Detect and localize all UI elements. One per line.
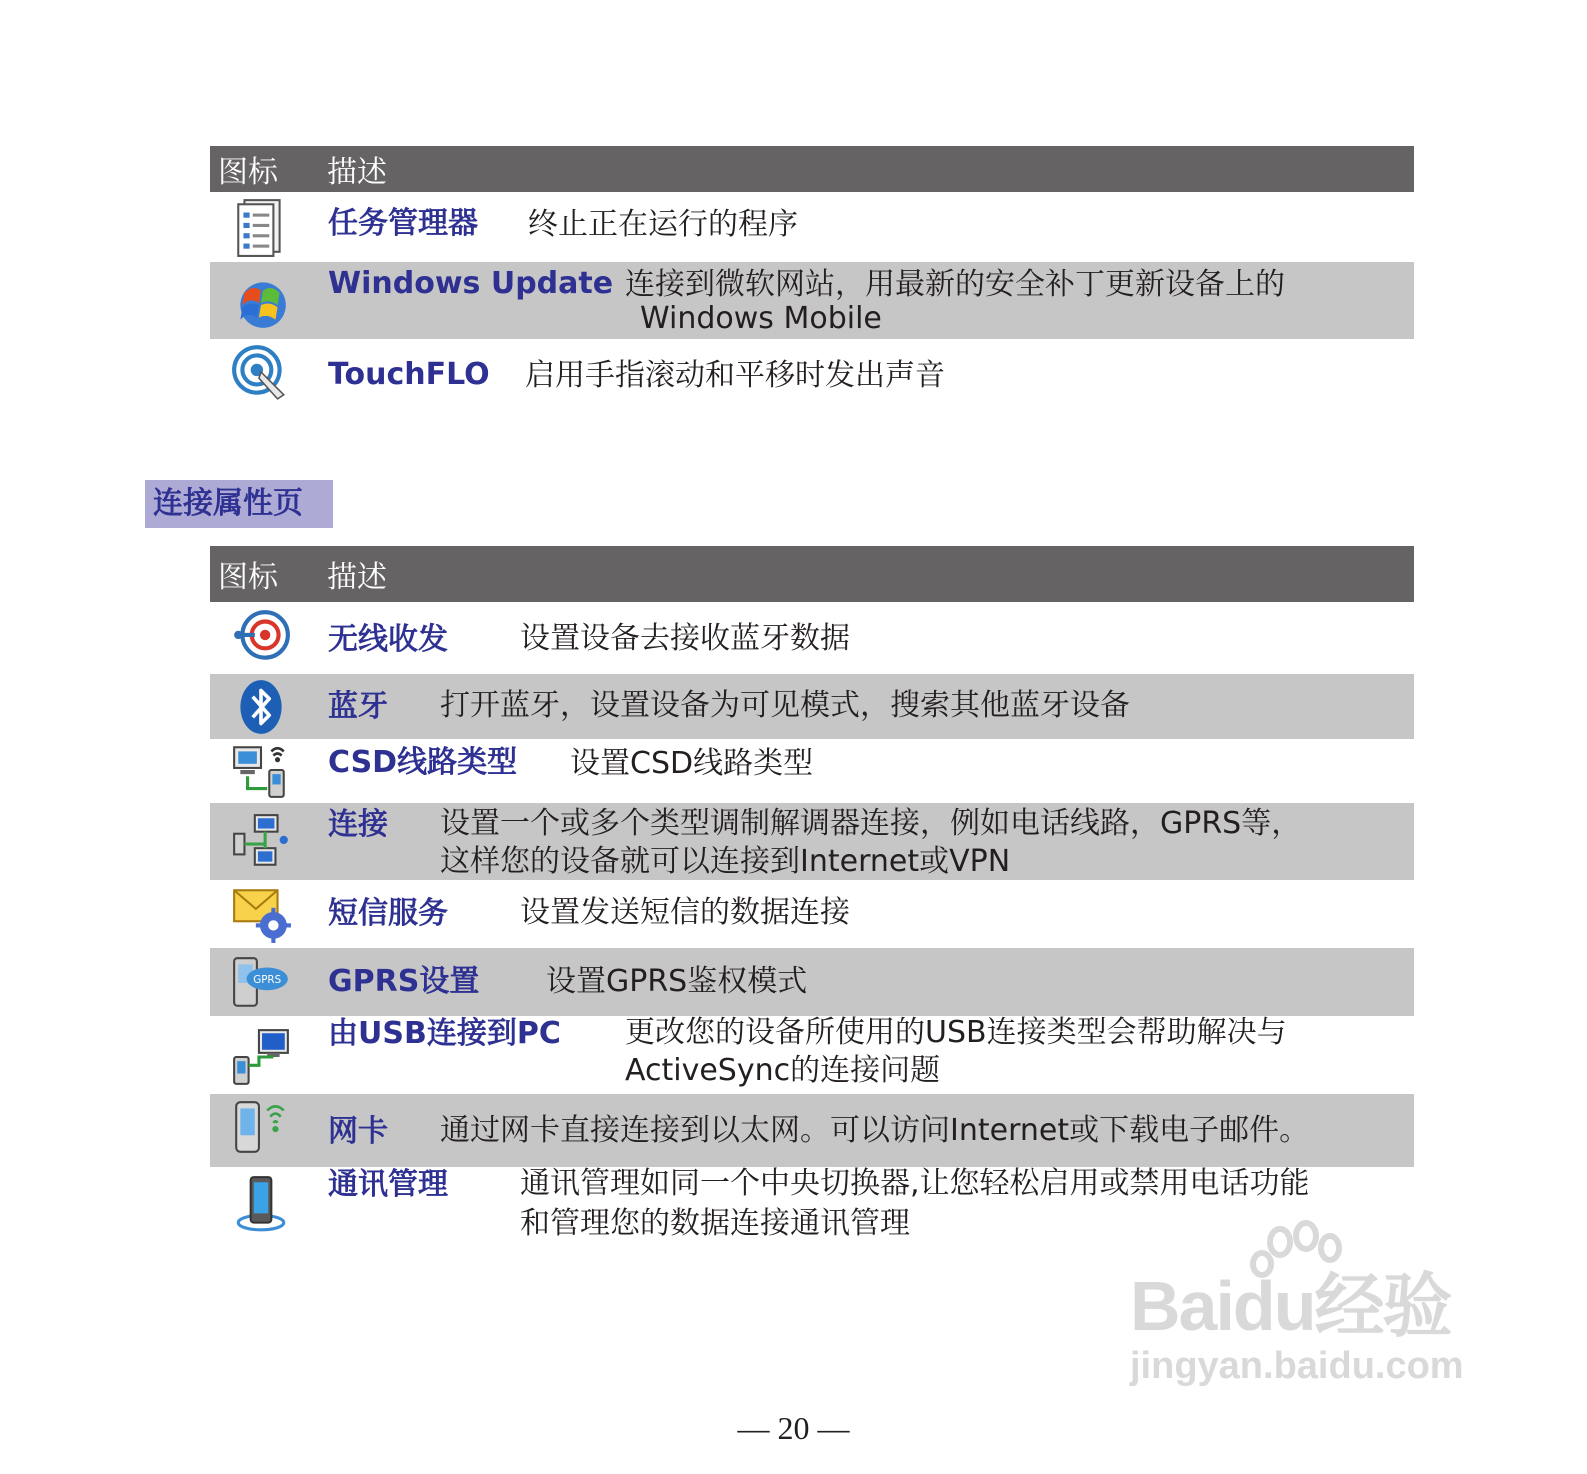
watermark-url: jingyan.baidu.com	[1130, 1345, 1464, 1387]
row-name: CSD线路类型	[328, 745, 518, 780]
table2-header	[210, 546, 1414, 602]
table-row-bluetooth	[210, 674, 1414, 739]
comm-manager-icon	[230, 1173, 292, 1235]
svg-text:GPRS: GPRS	[253, 974, 282, 986]
row-desc: 设置GPRS鉴权模式	[546, 964, 808, 999]
page-number: — 20 —	[737, 1410, 850, 1446]
baidu-watermark	[1130, 1250, 1464, 1388]
csd-line-icon	[230, 739, 292, 801]
row-name: 网卡	[328, 1114, 388, 1149]
table-row-connections	[210, 803, 1414, 880]
row-name: 蓝牙	[328, 689, 388, 724]
wireless-icon	[230, 606, 292, 668]
row-name: 由USB连接到PC	[328, 1016, 561, 1051]
table-row-comm-manager	[210, 1167, 1414, 1257]
header-icon-label: 图标	[218, 155, 278, 190]
row-desc: 打开蓝牙，设置设备为可见模式，搜索其他蓝牙设备	[440, 688, 1130, 723]
table-row-wireless	[210, 602, 1414, 674]
row-desc-line2: ActiveSync的连接问题	[625, 1053, 941, 1088]
header-desc-label: 描述	[327, 560, 387, 595]
row-name: 任务管理器	[328, 206, 478, 241]
section-title: 连接属性页	[145, 480, 333, 528]
row-desc-line2: 和管理您的数据连接通讯管理	[520, 1206, 910, 1241]
table1-header	[210, 146, 1414, 192]
table-row-csd-line	[210, 739, 1414, 803]
row-name: Windows Update	[328, 266, 614, 301]
row-name: GPRS设置	[328, 964, 480, 999]
usb-to-pc-icon	[230, 1026, 292, 1088]
sms-service-icon	[230, 882, 292, 944]
row-desc: 启用手指滚动和平移时发出声音	[525, 358, 945, 393]
bluetooth-icon	[230, 676, 292, 738]
table-row-windows-update	[210, 262, 1414, 339]
row-name: 连接	[328, 807, 388, 842]
row-desc: 通过网卡直接连接到以太网。可以访问Internet或下载电子邮件。	[440, 1113, 1310, 1148]
row-desc-line2: 这样您的设备就可以连接到Internet或VPN	[440, 844, 1011, 879]
paw-icon	[1240, 1220, 1360, 1290]
row-desc: 终止正在运行的程序	[528, 207, 798, 242]
windows-update-icon	[230, 270, 292, 332]
row-desc: 设置CSD线路类型	[570, 746, 814, 781]
task-manager-icon	[230, 196, 292, 258]
row-name: TouchFLO	[328, 357, 490, 392]
row-desc-line1: 通讯管理如同一个中央切换器,让您轻松启用或禁用电话功能	[520, 1166, 1310, 1201]
table-row-sms-service	[210, 880, 1414, 948]
table-row-task-manager	[210, 192, 1414, 262]
row-name: 通讯管理	[328, 1167, 448, 1202]
row-name: 短信服务	[328, 896, 448, 931]
watermark-brand: Baidu经验	[1130, 1267, 1451, 1345]
row-desc-line1: 更改您的设备所使用的USB连接类型会帮助解决与	[625, 1015, 1287, 1050]
row-desc-line1: 连接到微软网站，用最新的安全补丁更新设备上的	[625, 267, 1285, 302]
connections-icon	[230, 811, 292, 873]
network-card-icon	[230, 1096, 292, 1158]
table-row-usb-to-pc	[210, 1016, 1414, 1094]
row-desc: 设置发送短信的数据连接	[520, 895, 850, 930]
row-desc: 设置设备去接收蓝牙数据	[520, 621, 850, 656]
row-desc-line1: 设置一个或多个类型调制解调器连接，例如电话线路，GPRS等，	[440, 806, 1302, 841]
table-row-touchflo	[210, 339, 1414, 409]
header-icon-label: 图标	[218, 560, 278, 595]
touchflo-icon	[230, 341, 292, 403]
header-desc-label: 描述	[327, 155, 387, 190]
gprs-settings-icon	[230, 952, 292, 1014]
row-name: 无线收发	[328, 622, 448, 657]
table-row-network-card	[210, 1094, 1414, 1167]
table-row-gprs-settings	[210, 948, 1414, 1016]
row-desc-line2: Windows Mobile	[640, 301, 882, 336]
